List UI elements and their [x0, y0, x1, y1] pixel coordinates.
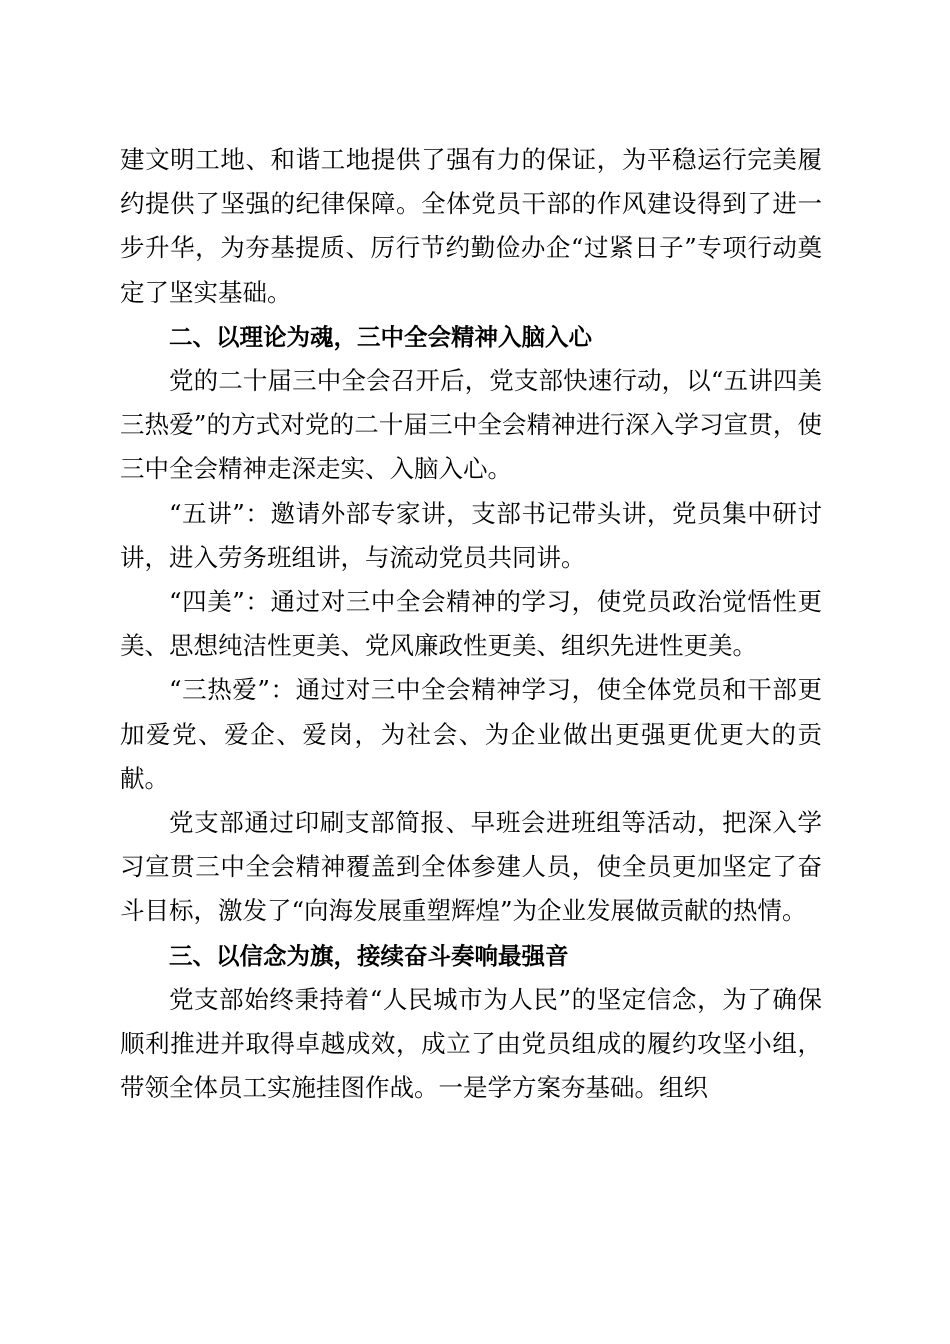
body-paragraph: “四美”：通过对三中全会精神的学习，使党员政治觉悟性更美、思想纯洁性更美、党风廉政性更美、组织先进性更美。: [120, 587, 822, 661]
body-paragraph: 党支部始终秉持着“人民城市为人民”的坚定信念，为了确保顺利推进并取得卓越成效，成立了由党员组成的履约攻坚小组，带领全体员工实施挂图作战。一是学方案夯基础。组织: [120, 984, 822, 1103]
body-paragraph: 党支部通过印刷支部简报、早班会进班组等活动，把深入学习宣贯三中全会精神覆盖到全体参建人员，使全员更加坚定了奋斗目标，激发了“向海发展重塑辉煌”为企业发展做贡献的热情。: [120, 808, 822, 926]
body-paragraph: 党的二十届三中全会召开后，党支部快速行动，以“五讲四美三热爱”的方式对党的二十届三中全会精神进行深入学习宣贯，使三中全会精神走深走实、入脑入心。: [120, 366, 822, 484]
body-paragraph: “五讲”：邀请外部专家讲，支部书记带头讲，党员集中研讨讲，进入劳务班组讲，与流动党员共同讲。: [120, 498, 822, 572]
document-body: [120, 138, 822, 1110]
section-heading: 二、以理论为魂，三中全会精神入脑入心: [169, 322, 592, 351]
body-paragraph: “三热爱”：通过对三中全会精神学习，使全体党员和干部更加爱党、爱企、爱岗，为社会、为企业做出更强更优更大的贡献。: [120, 675, 822, 793]
body-paragraph: 建文明工地、和谐工地提供了强有力的保证，为平稳运行完美履约提供了坚强的纪律保障。全体党员干部的作风建设得到了进一步升华，为夯基提质、厉行节约勤俭办企“过紧日子”专项行动奠定了坚实基础。: [120, 145, 822, 307]
section-heading: 三、以信念为旗，接续奋斗奏响最强音: [169, 941, 569, 970]
